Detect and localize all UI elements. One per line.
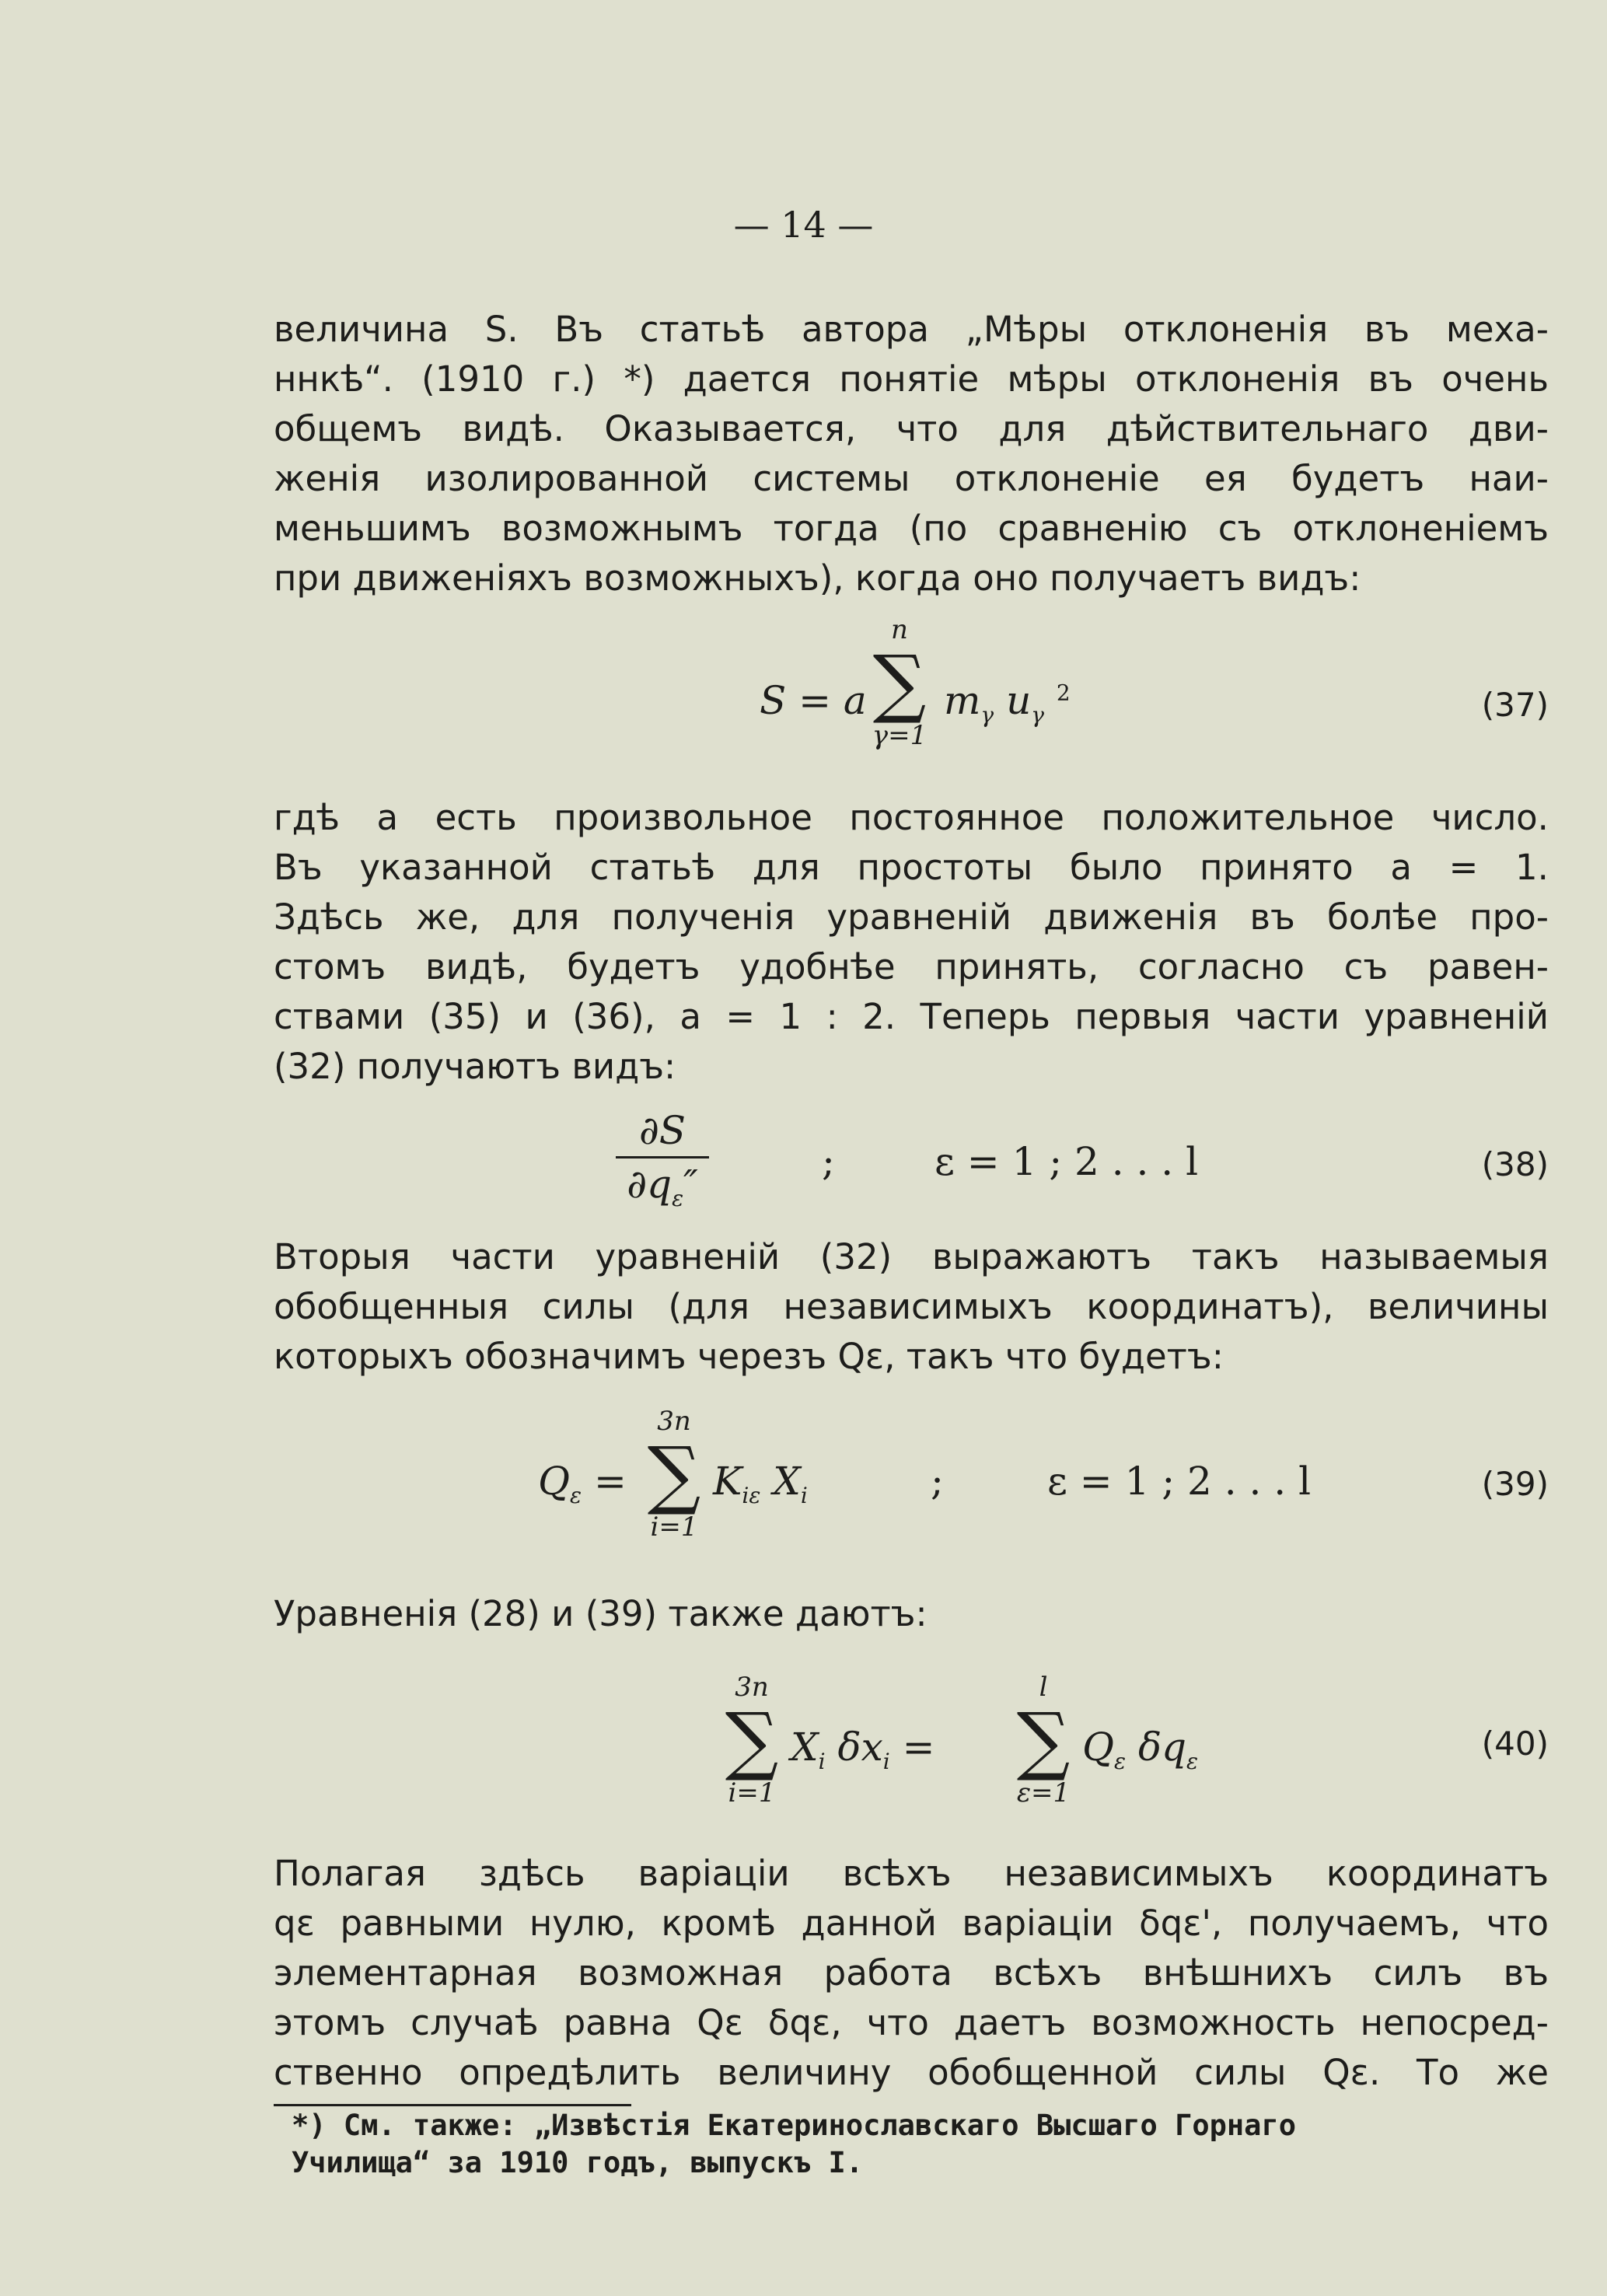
sum-lower-limit: i=1 (650, 1511, 698, 1543)
eq37-sum (865, 614, 935, 751)
fraction-denominator: $\partial q_\varepsilon''$ (627, 1162, 698, 1211)
eq39-sum (639, 1406, 709, 1543)
sum-lower-limit: i=1 (728, 1777, 776, 1808)
sum-upper-limit: 3n (657, 1406, 691, 1437)
eq39-lhs: $Q_\varepsilon$ = (538, 1459, 627, 1508)
eq40-sum-right (1008, 1672, 1078, 1808)
sum-lower-limit: γ=1 (872, 720, 928, 751)
text-line: элементарная возможная работа всѣхъ внѣшнихъ силъ въ (274, 1952, 1549, 1994)
eq38-separator: ; (822, 1139, 835, 1184)
text-line: Въ указанной статьѣ для простоты было принято a = 1. (274, 847, 1549, 888)
sigma-symbol: ∑ (725, 1697, 779, 1784)
eq38-range: ε = 1 ; 2 . . . l (935, 1139, 1199, 1184)
page-number: — 14 — (733, 204, 874, 246)
eq39-separator: ; (931, 1459, 944, 1504)
eq40-left-term: $X_i$ $\delta x_i$ = (791, 1725, 935, 1774)
footnote-rule (274, 2104, 631, 2106)
eq37-lhs: S = a (760, 678, 867, 723)
paragraph-5 (274, 1849, 1549, 2098)
text-line: этомъ случаѣ равна Qε δqε, что даетъ возможность непосред- (274, 2002, 1549, 2043)
sum-upper-limit: 3n (735, 1672, 769, 1703)
text-line: стомъ видѣ, будетъ удобнѣе принять, согласно съ равен- (274, 946, 1549, 987)
text-line: (32) получаютъ видъ: (274, 1046, 676, 1087)
equation-number: (38) (1481, 1145, 1549, 1183)
equation-37 (274, 614, 1549, 770)
text-line: женія изолированной системы отклоненіе ея будетъ наи- (274, 458, 1549, 499)
eq39-range: ε = 1 ; 2 . . . l (1047, 1459, 1312, 1504)
equation-40 (274, 1672, 1549, 1827)
equation-number: (39) (1481, 1465, 1549, 1503)
paragraph-4 (274, 1589, 1549, 1639)
text-line: Вторыя части уравненій (32) выражаютъ такъ называемыя (274, 1236, 1549, 1277)
sigma-symbol: ∑ (872, 639, 927, 726)
equation-38 (274, 1108, 1549, 1217)
text-line: которыхъ обозначимъ черезъ Qε, такъ что будетъ: (274, 1336, 1224, 1377)
paragraph-1 (274, 305, 1549, 603)
text-line: ствами (35) и (36), a = 1 : 2. Теперь первыя части уравненій (274, 996, 1549, 1037)
text-line: величина S. Въ статьѣ автора „Мѣры отклоненія въ меха- (274, 309, 1549, 350)
sum-upper-limit: n (891, 614, 908, 645)
text-line: ннкѣ“. (1910 г.) *) дается понятіе мѣры отклоненія въ очень (274, 358, 1549, 400)
eq37-term: $m_\gamma$ $u_\gamma$ $^2$ (944, 678, 1071, 728)
eq38-fraction (616, 1108, 709, 1211)
sigma-symbol: ∑ (647, 1431, 701, 1518)
text-line: при движеніяхъ возможныхъ), когда оно получаетъ видъ: (274, 557, 1361, 599)
eq39-term: $K_{i\varepsilon}$ $X_i$ (713, 1459, 808, 1508)
footnote-line: Училища“ за 1910 годъ, выпускъ I. (292, 2146, 864, 2179)
text-line: меньшимъ возможнымъ тогда (по сравненію съ отклоненіемъ (274, 508, 1549, 549)
sigma-symbol: ∑ (1016, 1697, 1071, 1784)
footnote-line: *) См. также: „Извѣстія Екатеринославскаго Высшаго Горнаго (292, 2109, 1297, 2142)
equation-number: (40) (1481, 1725, 1549, 1763)
equation-number: (37) (1481, 686, 1549, 724)
paragraph-3 (274, 1232, 1549, 1382)
sum-upper-limit: l (1039, 1672, 1048, 1703)
text-line: обобщенныя силы (для независимыхъ координатъ), величины (274, 1286, 1549, 1327)
eq40-right-term: $Q_\varepsilon$ $\delta q_\varepsilon$ (1082, 1725, 1199, 1774)
fraction-numerator: ∂S (638, 1108, 686, 1153)
sum-lower-limit: ε=1 (1016, 1777, 1071, 1808)
text-line: Здѣсь же, для полученія уравненій движенія въ болѣе про- (274, 896, 1549, 938)
text-line: Полагая здѣсь варіаціи всѣхъ независимыхъ координатъ (274, 1853, 1549, 1894)
equation-39 (274, 1406, 1549, 1561)
text-line: гдѣ a есть произвольное постоянное положительное число. (274, 797, 1549, 838)
text-line: общемъ видѣ. Оказывается, что для дѣйствительнаго дви- (274, 408, 1549, 449)
footnote (292, 2107, 1512, 2182)
eq40-sum-left (717, 1672, 787, 1808)
text-line: Уравненія (28) и (39) также даютъ: (274, 1593, 928, 1634)
text-line: ственно опредѣлить величину обобщенной силы Qε. То же (274, 2052, 1549, 2093)
paragraph-2 (274, 793, 1549, 1092)
text-line: qε равными нулю, кромѣ данной варіаціи δqε', получаемъ, что (274, 1903, 1549, 1944)
fraction-bar (616, 1156, 709, 1158)
